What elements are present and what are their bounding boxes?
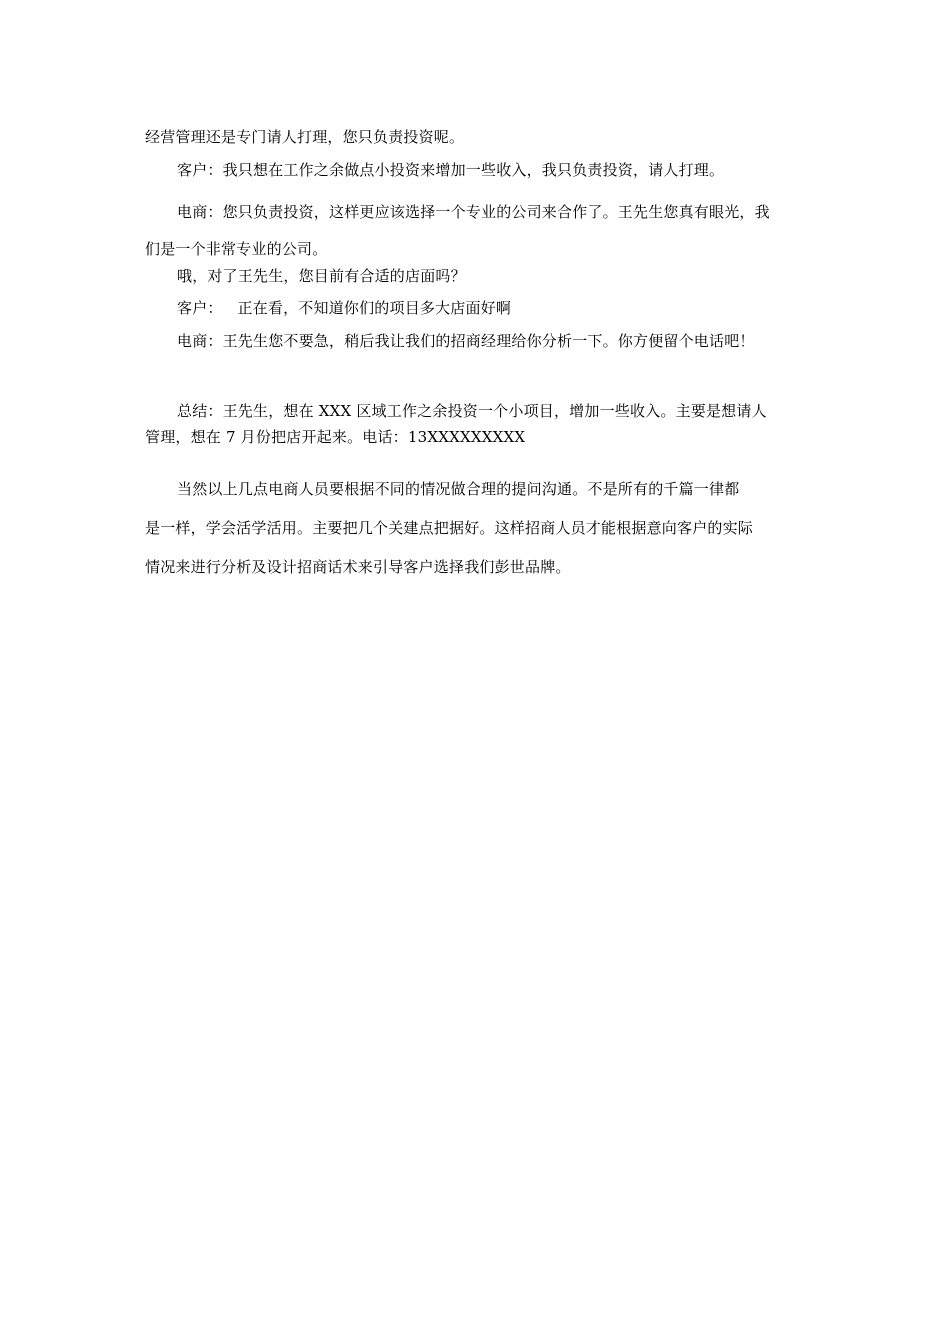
paragraph-summary (145, 398, 809, 450)
text-line: 们是一个非常专业的公司。 (145, 240, 328, 258)
paragraph-customer-reply-2 (145, 298, 809, 318)
text-line: 电商：王先生您不要急，稍后我让我们的招商经理给你分析一下。你方便留个电话吧！ (177, 332, 755, 350)
paragraph-merchant-question (145, 266, 809, 286)
text-line: 经营管理还是专门请人打理，您只负责投资呢。 (145, 128, 465, 146)
paragraph-merchant-reply-2 (145, 331, 809, 351)
text-line: 当然以上几点电商人员要根据不同的情况做合理的提问沟通。不是所有的千篇一律都 (177, 480, 740, 498)
text-line: 电商：您只负责投资，这样更应该选择一个专业的公司来合作了。王先生您真有眼光，我 (177, 203, 770, 221)
text-line: 总结：王先生，想在 XXX 区域工作之余投资一个小项目，增加一些收入。主要是想请人 (177, 402, 767, 420)
paragraph-merchant-reply (145, 194, 809, 268)
text-line: 客户： 正在看，不知道你们的项目多大店面好啊 (177, 299, 512, 317)
paragraph-continuation (145, 127, 809, 147)
paragraph-conclusion (145, 470, 809, 587)
text-line: 是一样，学会活学活用。主要把几个关建点把据好。这样招商人员才能根据意向客户的实际 (145, 519, 754, 537)
text-line: 哦，对了王先生，您目前有合适的店面吗？ (177, 267, 466, 285)
text-line: 客户：我只想在工作之余做点小投资来增加一些收入，我只负责投资，请人打理。 (177, 161, 725, 179)
text-line: 情况来进行分析及设计招商话术来引导客户选择我们彭世品牌。 (145, 558, 571, 576)
paragraph-customer-reply (145, 160, 809, 180)
text-line: 管理，想在 7 月份把店开起来。电话：13XXXXXXXXX (145, 428, 526, 446)
